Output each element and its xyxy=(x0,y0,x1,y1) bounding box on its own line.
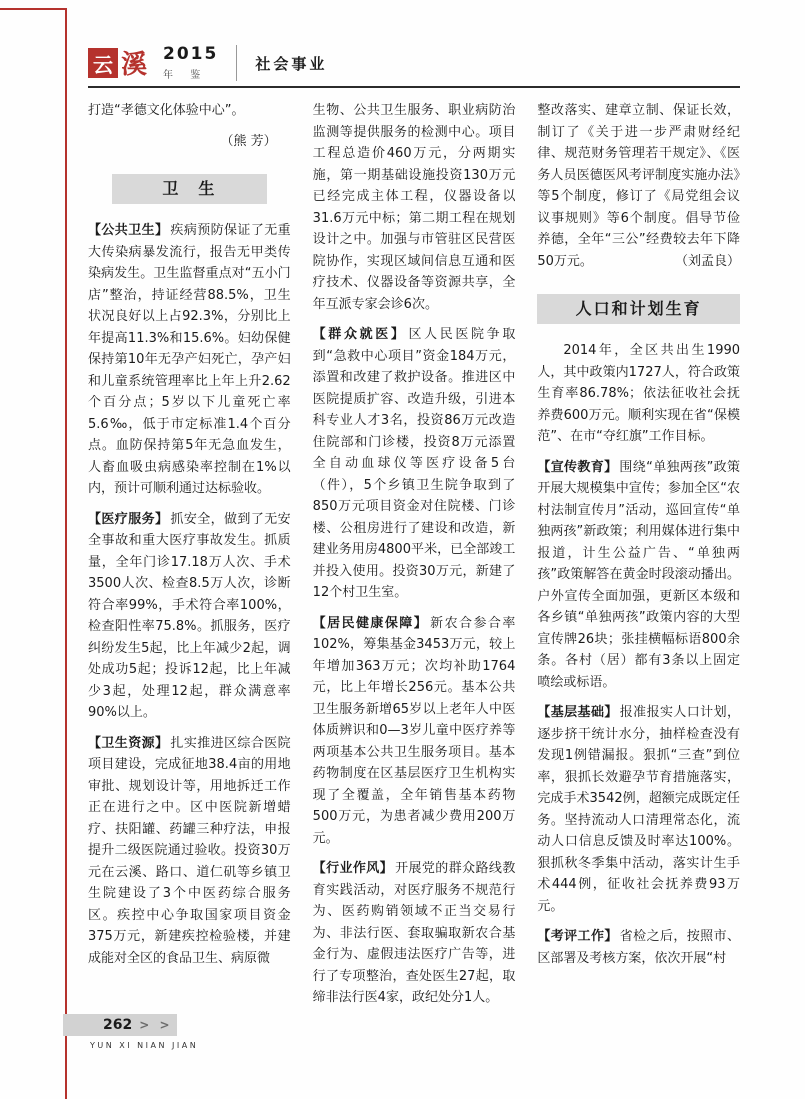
yearbook-logo xyxy=(88,48,147,78)
top-red-rule xyxy=(0,8,67,10)
entry-paragraph: 【行业作风】 开展党的群众路线教育实践活动，对医疗服务不规范行为、医药购销领域不正当交易行为、非法行医、套取骗取新农合基金行为、虚假违法医疗广告等，进行了专项整治，查处医生27起，取缔非法行医4家，政纪处分1人。 xyxy=(312,861,516,1005)
article-column xyxy=(88,100,291,1018)
entry-label: 【宣传教育】 xyxy=(537,459,618,475)
entry-label: 【群众就医】 xyxy=(312,327,407,342)
entry-label: 【基层基础】 xyxy=(537,705,618,720)
entry-label: 【考评工作】 xyxy=(537,929,618,944)
year-label: 2015 xyxy=(163,43,219,64)
paragraph: 生物、公共卫生服务、职业病防治监测等提供服务的检测中心。项目工程总造价460万元，分两期实施，第一期基础设施投资130万元已经完成主体工程，仪器设备以31.6万元中标；第二期工程在规划设计之中。加强与市管驻区民营医院协作，实现区域间信息互通和医疗技术、仪器设备等资源共享，全年互派专家会诊6次。 xyxy=(312,103,516,312)
page-number: 262 xyxy=(103,1017,133,1033)
entry-label: 【卫生资源】 xyxy=(88,735,169,751)
entry-paragraph: 【群众就医】 区人民医院争取到“急救中心项目”资金184万元，添置和改建了救护设备。推进区中医院提质扩容、改造升级，引进本科专业人才3名，投资86万元改造住院部和门诊楼，投资8万元添置全自动血球仪等医疗设备5台（件），5个乡镇卫生院争取到了850万元项目资金对住院楼、门诊楼、公租房进行了建设和改造，新建业务用房4800平米，已全部竣工并投入使用。投资30万元，新建了12个村卫生室。 xyxy=(312,327,516,600)
logo-yun-seal: 云 xyxy=(88,48,118,78)
entry-paragraph: 【考评工作】 省检之后，按照市、区部署及考核方案，依次开展“村 xyxy=(537,929,740,966)
logo-xi-char: 溪 xyxy=(121,50,148,80)
entry-paragraph: 【公共卫生】 疾病预防保证了无重大传染病暴发流行，报告无甲类传染病发生。卫生监督重点对“五小门店”整治，持证经营88.5%，卫生状况良好以上占92.3%，分别比上年提高11.3%和15.6%。妇幼保健保持第10年无孕产妇死亡，孕产妇和儿童系统管理率比上年上升2.62个百分点；5岁以下儿童死亡率5.6‰，低于市定标准1.4个百分点。血防保持第5年无急血发生，人畜血吸虫病感染率控制在1%以内，预计可顺利通过达标验收。 xyxy=(88,223,291,496)
article-column xyxy=(313,100,516,1018)
masthead-rule xyxy=(88,86,740,88)
footer-page-box xyxy=(63,1014,177,1036)
paragraph: 整改落实、建章立制、保证长效，制订了《关于进一步严肃财经纪律、规范财务管理若干规定》、《医务人员医德医风考评制度实施办法》等5个制度，修订了《局党组会议议事规则》等6个制度。倡导节俭养德，全年“三公”经费较去年下降50万元。 （刘孟良） xyxy=(537,100,740,272)
entry-paragraph: 【基层基础】 报准报实人口计划，逐步挤干统计水分，抽样检查没有发现1例错漏报。狠抓“三查”到位率，狠抓长效避孕节育措施落实，完成手术3542例，超额完成既定任务。坚持流动人口清理常态化，流动人口信息反馈及时率达100%。狠抓秋冬季集中活动，落实计生手术444例，征收社会抚养费93万元。 xyxy=(537,705,741,914)
entry-label: 【行业作风】 xyxy=(312,861,394,876)
section-header: 人口和计划生育 xyxy=(537,294,740,324)
entry-label: 【公共卫生】 xyxy=(88,223,169,238)
entry-paragraph: 【居民健康保障】 新农合参合率102%，筹集基金3453万元，较上年增加363万元；次均补助1764元，比上年增长256元。基本公共卫生服务新增65岁以上老年人中医体质辨识和0—3岁儿童中医疗养等两项基本公共卫生服务项目。基本药物制度在区基层医疗卫生机构实现了全覆盖，全年销售基本药物500万元，为患者减少费用200万元。 xyxy=(312,615,516,846)
yearbook-label: 年 鉴 xyxy=(163,70,208,82)
byline: （熊 芳） xyxy=(220,133,277,149)
entry-paragraph: 【卫生资源】 扎实推进区综合医院项目建设，完成征地38.4亩的用地审批、规划设计等，用地拆迁工作正在进行之中。区中医院新增蜡疗、扶阳罐、药罐三种疗法，申报提升二级医院通过验收。投资30万元在云溪、路口、道仁矶等乡镇卫生院建设了3个中医药综合服务区。疾控中心争取国家项目资金375万元，新建疾控检验楼，并建成能对全区的食品卫生、病原微 xyxy=(88,735,291,966)
page-content xyxy=(88,42,740,1018)
section-title: 社会事业 xyxy=(255,54,328,73)
paragraph: 2014年，全区共出生1990人，其中政策内1727人，符合政策生育率86.78%；依法征收社会抚养费600万元。顺利实现在省“保模范”、在市“夺红旗”工作目标。 xyxy=(537,343,741,444)
paragraph: 打造“孝德文化体验中心”。 xyxy=(88,103,245,118)
entry-label: 【居民健康保障】 xyxy=(312,615,429,631)
article-columns xyxy=(88,100,740,1018)
page-arrows: > > xyxy=(139,1018,173,1032)
masthead-divider xyxy=(236,45,237,81)
entry-paragraph: 【宣传教育】 围绕“单独两孩”政策开展大规模集中宣传；参加全区“农村法制宣传月”活动，巡回宣传“单独两孩”新政策；利用媒体进行集中报道，计生公益广告、“单独两孩”政策解答在黄金时段滚动播出。户外宣传全面加强，更新区本级和各乡镇“单独两孩”政策内容的大型宣传牌26块；张挂横幅标语800余条。各村（居）都有3条以上固定喷绘或标语。 xyxy=(537,459,741,690)
year-block xyxy=(163,45,218,82)
byline: （刘孟良） xyxy=(675,253,741,269)
footer-romanized: YUN XI NIAN JIAN xyxy=(90,1041,199,1050)
entry-paragraph: 【医疗服务】 抓安全，做到了无安全事故和重大医疗事故发生。抓质量，全年门诊17.18万人次、手术3500人次、检查8.5万人次，诊断符合率99%，手术符合率100%，检查阳性率75.8%。抓服务，医疗纠纷发生5起，比上年减少2起，调处成功5起；投诉12起，比上年减少3起，处理12起，群众满意率90%以上。 xyxy=(88,511,291,720)
section-header: 卫 生 xyxy=(112,174,267,204)
masthead xyxy=(88,42,740,84)
left-red-rule xyxy=(65,8,67,1099)
article-column xyxy=(537,100,740,1018)
entry-label: 【医疗服务】 xyxy=(88,511,169,527)
